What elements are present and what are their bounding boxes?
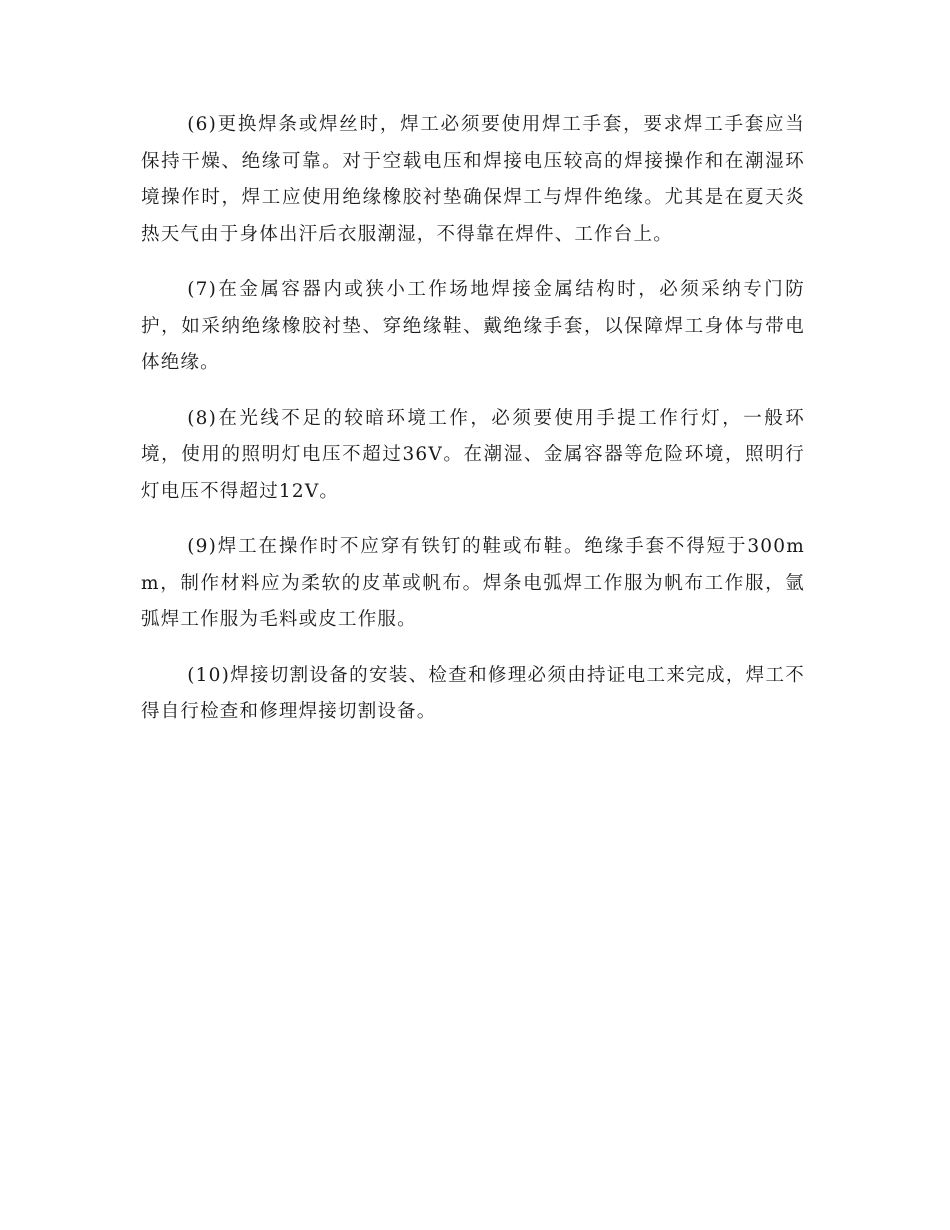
paragraph-9: (9)焊工在操作时不应穿有铁钉的鞋或布鞋。绝缘手套不得短于300mm，制作材料应为柔软的皮革或帆布。焊条电弧焊工作服为帆布工作服，氩弧焊工作服为毛料或皮工作服。: [141, 536, 805, 630]
document-body: [141, 107, 805, 750]
paragraph-10: (10)焊接切割设备的安装、检查和修理必须由持证电工来完成，焊工不得自行检查和修理焊接切割设备。: [141, 664, 805, 722]
paragraph-6: (6)更换焊条或焊丝时，焊工必须要使用焊工手套，要求焊工手套应当保持干燥、绝缘可靠。对于空载电压和焊接电压较高的焊接操作和在潮湿环境操作时，焊工应使用绝缘橡胶衬垫确保焊工与焊件绝缘。尤其是在夏天炎热天气由于身体出汗后衣服潮湿，不得靠在焊件、工作台上。: [141, 114, 805, 245]
paragraph-7: (7)在金属容器内或狭小工作场地焊接金属结构时，必须采纳专门防护，如采纳绝缘橡胶衬垫、穿绝缘鞋、戴绝缘手套，以保障焊工身体与带电体绝缘。: [141, 279, 805, 373]
paragraph-8: (8)在光线不足的较暗环境工作，必须要使用手提工作行灯，一般环境，使用的照明灯电压不超过36V。在潮湿、金属容器等危险环境，照明行灯电压不得超过12V。: [141, 407, 805, 502]
